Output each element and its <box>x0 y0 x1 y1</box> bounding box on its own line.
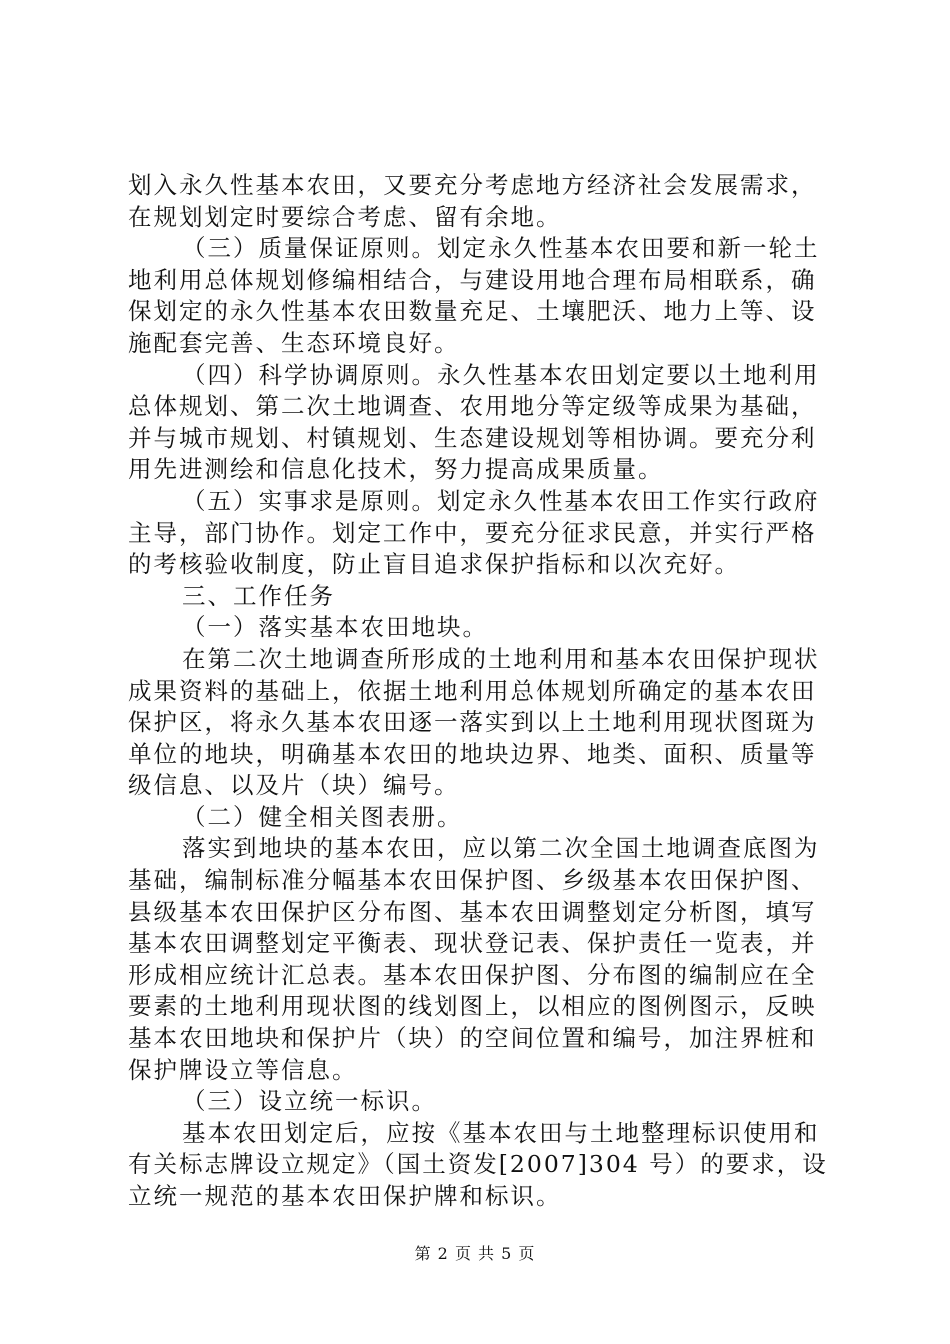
text-line: 县级基本农田保护区分布图、基本农田调整划定分析图，填写 <box>128 897 817 926</box>
text-line: 施配套完善、生态环境良好。 <box>128 328 460 357</box>
text-line: 保划定的永久性基本农田数量充足、土壤肥沃、地力上等、设 <box>128 297 817 326</box>
text-line: 基本农田调整划定平衡表、现状登记表、保护责任一览表，并 <box>128 929 817 958</box>
text-line: 保护牌设立等信息。 <box>128 1055 358 1084</box>
text-line: 划入永久性基本农田，又要充分考虑地方经济社会发展需求， <box>128 171 817 199</box>
text-line: （三）设立统一标识。 <box>182 1087 437 1116</box>
text-line: 在规划划定时要综合考虑、留有余地。 <box>128 202 562 231</box>
text-line: （五）实事求是原则。划定永久性基本农田工作实行政府 <box>182 486 820 515</box>
text-line: 有关标志牌设立规定》（国土资发[2007]304 号）的要求，设 <box>128 1150 828 1179</box>
text-line: 基本农田地块和保护片（块）的空间位置和编号，加注界桩和 <box>128 1024 817 1053</box>
page-footer: 第 2 页 共 5 页 <box>414 1244 536 1263</box>
text-line: 级信息、以及片（块）编号。 <box>128 771 460 800</box>
text-line: 在第二次土地调查所形成的土地利用和基本农田保护现状 <box>182 644 820 673</box>
text-line: 主导，部门协作。划定工作中，要充分征求民意，并实行严格 <box>128 518 817 547</box>
text-line: 的考核验收制度，防止盲目追求保护指标和以次充好。 <box>128 550 740 579</box>
document-body <box>128 170 832 1213</box>
text-line: 基础，编制标准分幅基本农田保护图、乡级基本农田保护图、 <box>128 866 817 895</box>
text-line: 基本农田划定后，应按《基本农田与土地整理标识使用和 <box>182 1118 820 1147</box>
text-line: 落实到地块的基本农田，应以第二次全国土地调查底图为 <box>182 834 820 863</box>
text-line: 立统一规范的基本农田保护牌和标识。 <box>128 1182 562 1210</box>
text-line: 三、工作任务 <box>182 581 335 610</box>
text-line: 保护区，将永久基本农田逐一落实到以上土地利用现状图斑为 <box>128 708 817 737</box>
text-line: 用先进测绘和信息化技术，努力提高成果质量。 <box>128 455 664 484</box>
text-line: （四）科学协调原则。永久性基本农田划定要以土地利用 <box>182 360 820 389</box>
text-line: （一）落实基本农田地块。 <box>182 613 488 642</box>
text-line: 单位的地块，明确基本农田的地块边界、地类、面积、质量等 <box>128 739 817 768</box>
text-line: （二）健全相关图表册。 <box>182 802 463 831</box>
text-line: 要素的土地利用现状图的线划图上，以相应的图例图示，反映 <box>128 992 817 1021</box>
text-line: 总体规划、第二次土地调查、农用地分等定级等成果为基础， <box>128 392 817 421</box>
text-line: 并与城市规划、村镇规划、生态建设规划等相协调。要充分利 <box>128 423 817 452</box>
text-line: 成果资料的基础上，依据土地利用总体规划所确定的基本农田 <box>128 676 817 705</box>
text-line: 形成相应统计汇总表。基本农田保护图、分布图的编制应在全 <box>128 960 817 989</box>
text-line: 地利用总体规划修编相结合，与建设用地合理布局相联系，确 <box>128 265 817 294</box>
text-line: （三）质量保证原则。划定永久性基本农田要和新一轮土 <box>182 234 820 263</box>
